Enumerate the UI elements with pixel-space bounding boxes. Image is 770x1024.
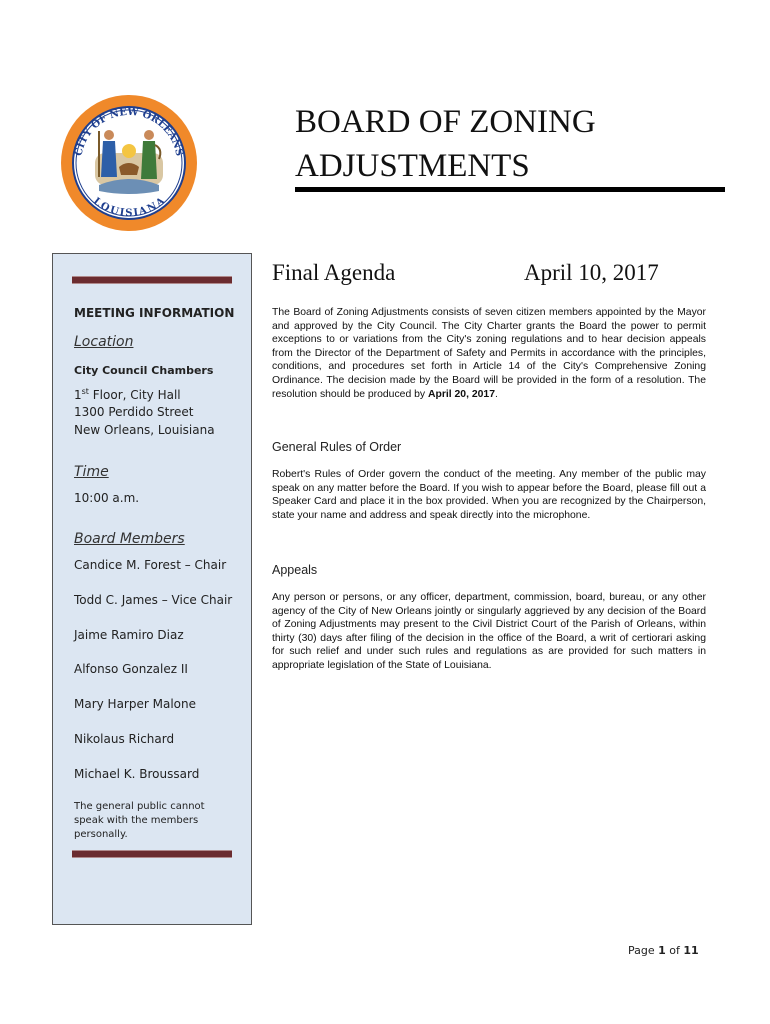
current-page: 1 [658, 944, 666, 957]
page-number [628, 944, 699, 957]
sidebar-bottom-bar [72, 850, 232, 858]
agenda-label: Final Agenda [272, 260, 396, 285]
title-line-1: BOARD OF ZONING [295, 104, 596, 140]
member-item: Alfonso Gonzalez II [74, 662, 188, 676]
of-word: of [669, 944, 680, 957]
public-note: The general public cannot speak with the members personally. [74, 801, 205, 840]
title-underline [295, 187, 725, 192]
intro-paragraph [272, 306, 706, 401]
page-word: Page [628, 944, 655, 957]
floor-number: 1 [74, 388, 82, 402]
agenda-date: April 10, 2017 [524, 260, 659, 285]
floor-rest: Floor, City Hall [88, 388, 181, 402]
location-label: Location [74, 334, 134, 350]
sidebar-top-bar [72, 276, 232, 284]
seal-text-top: CITY OF NEW ORLEANS [73, 106, 185, 158]
total-pages: 11 [683, 944, 699, 957]
resolution-date: April 20, 2017 [427, 388, 495, 400]
seal-text-bottom: LOUISIANA [90, 195, 168, 219]
time-label: Time [74, 464, 109, 480]
venue: City Council Chambers [74, 364, 214, 377]
member-item: Todd C. James – Vice Chair [74, 593, 233, 607]
city-state: New Orleans, Louisiana [74, 423, 215, 437]
rules-paragraph: Robert's Rules of Order govern the conduct of the meeting. Any member of the public may speak on any matter before the Board. If you wish to appear before the Board, please fill out a Speaker Card and place it in the box provided. When you are recognized by the Chairperson, state your name and address and speak directly into the microphone. [272, 469, 706, 521]
street-address: 1300 Perdido Street [74, 405, 194, 419]
rules-heading: General Rules of Order [272, 440, 402, 454]
city-seal-logo [59, 93, 199, 233]
meeting-info-heading: MEETING INFORMATION [74, 306, 235, 320]
page-title [295, 100, 725, 188]
meeting-time: 10:00 a.m. [74, 491, 140, 505]
member-item: Michael K. Broussard [74, 767, 200, 781]
intro-text: The Board of Zoning Adjustments consists of seven citizen members appointed by the Mayor and approved by the City Council. The City Charter grants the Board the power to permit exceptions to or variations from the City's zoning regulations and to hear decision appeals from the Director of the Department of Safety and Permits in accordance with the principles, conditions, and procedures set forth in Article 14 of the City's Comprehensive Zoning Ordinance. The decision made by the Board will be provided in the form of a resolution. The resolution should be produced by [272, 307, 706, 400]
meeting-info-sidebar [52, 253, 252, 925]
member-item: Mary Harper Malone [74, 697, 196, 711]
appeals-heading: Appeals [272, 563, 318, 577]
title-line-2: ADJUSTMENTS [295, 148, 530, 184]
floor-ordinal: st [81, 387, 89, 396]
member-item: Nikolaus Richard [74, 732, 175, 746]
intro-end: . [494, 388, 498, 400]
board-members-label: Board Members [74, 531, 185, 547]
member-item: Jaime Ramiro Diaz [74, 628, 184, 642]
member-item: Candice M. Forest – Chair [74, 558, 227, 572]
appeals-paragraph: Any person or persons, or any officer, department, commission, board, bureau, or any other agency of the City of New Orleans jointly or singularly aggrieved by any decision of the Board of Zoning Adjustments may present to the Civil District Court of the Parish of Orleans, within thirty (30) days after filing of the decision in the office of the Board, a writ of certiorari asking for such relief and under such rules and regulations as are provided for such matters in appropriate legislation of the State of Louisiana. [272, 592, 706, 671]
floor-line [74, 388, 181, 402]
